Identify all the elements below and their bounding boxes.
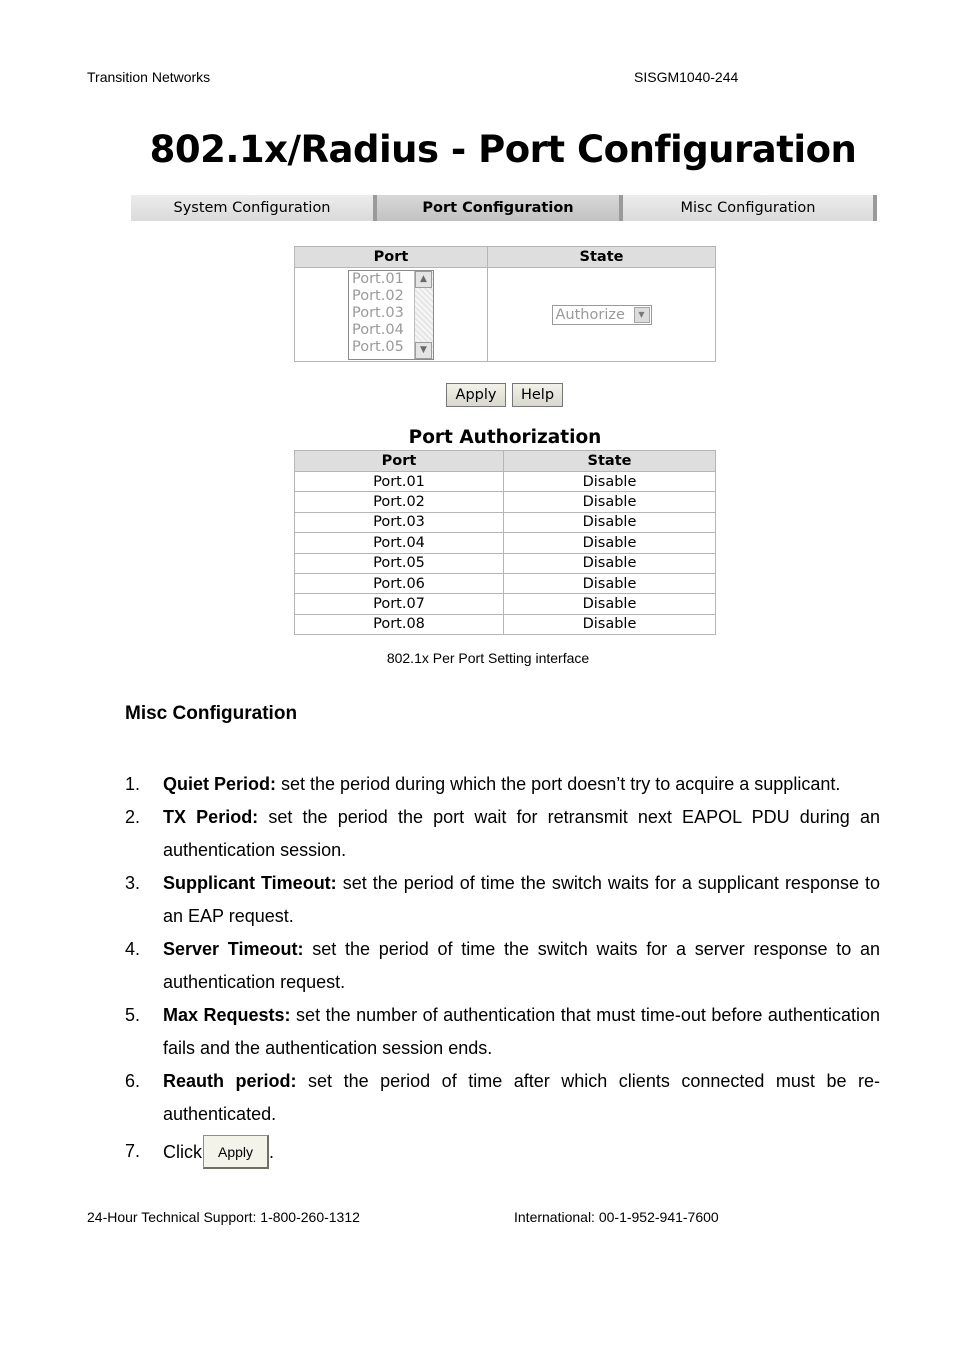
- port-listbox[interactable]: [348, 270, 434, 360]
- state-value-cell: Disable: [504, 614, 716, 634]
- item-term: Quiet Period:: [163, 774, 277, 794]
- item-text: set the period the port wait for retransmit next EAPOL PDU during an authentication session.: [163, 807, 880, 860]
- item-text: set the period during which the port doesn’t try to acquire a supplicant.: [276, 774, 841, 794]
- scroll-up-arrow-icon[interactable]: ▲: [415, 271, 432, 288]
- table-row: [295, 594, 716, 614]
- list-item: [125, 999, 880, 1065]
- screenshot-title: 802.1x/Radius - Port Configuration: [149, 128, 857, 171]
- state-value-cell: Disable: [504, 533, 716, 553]
- port-option[interactable]: Port.04: [352, 321, 404, 338]
- item-number: 4.: [125, 939, 141, 959]
- figure-caption: 802.1x Per Port Setting interface: [386, 650, 590, 666]
- footer-international: International: 00-1-952-941-7600: [514, 1209, 719, 1225]
- port-cell: Port.04: [295, 533, 504, 553]
- item-term: Reauth period:: [163, 1071, 297, 1091]
- tab-system-configuration[interactable]: System Configuration: [131, 195, 377, 221]
- state-value-cell: Disable: [504, 553, 716, 573]
- port-option[interactable]: Port.03: [352, 304, 404, 321]
- port-cell: Port.07: [295, 594, 504, 614]
- footer-support: 24-Hour Technical Support: 1-800-260-1312: [87, 1209, 360, 1225]
- table-row: [295, 553, 716, 573]
- list-item: [125, 867, 880, 933]
- port-config-table: [294, 246, 716, 362]
- list-item: [125, 801, 880, 867]
- header-model: SISGM1040-244: [634, 69, 739, 85]
- port-option[interactable]: Port.02: [352, 287, 404, 304]
- item-number: 5.: [125, 1005, 141, 1025]
- item-text: set the period of time the switch waits for a server response to an authentication request.: [163, 939, 880, 992]
- table-row: [295, 492, 716, 512]
- item-term: TX Period:: [163, 807, 259, 827]
- item-number: 7.: [125, 1141, 141, 1161]
- list-item: [125, 768, 880, 801]
- item-period: .: [269, 1141, 275, 1162]
- state-value-cell: Disable: [504, 472, 716, 492]
- listbox-scrollbar[interactable]: [414, 271, 433, 359]
- state-select-value: Authorize: [555, 306, 625, 323]
- item-number: 1.: [125, 774, 141, 794]
- port-cell: Port.06: [295, 573, 504, 593]
- item-number: 2.: [125, 807, 141, 827]
- auth-state-header: State: [504, 451, 716, 472]
- help-button[interactable]: Help: [512, 383, 563, 407]
- list-item: [125, 1135, 880, 1169]
- item-number: 6.: [125, 1071, 141, 1091]
- port-option[interactable]: Port.01: [352, 270, 404, 287]
- item-text: Click: [163, 1141, 202, 1162]
- port-list-cell: [295, 268, 488, 362]
- item-number: 3.: [125, 873, 141, 893]
- item-text: set the period of time after which clients connected must be re-authenticated.: [163, 1071, 880, 1124]
- tab-misc-configuration[interactable]: Misc Configuration: [623, 195, 877, 221]
- state-value-cell: Disable: [504, 512, 716, 532]
- item-text: set the number of authentication that must time-out before authentication fails and the authentication session ends.: [163, 1005, 880, 1058]
- apply-button-image: Apply: [203, 1135, 269, 1169]
- state-value-cell: Disable: [504, 492, 716, 512]
- table-row: [295, 614, 716, 634]
- chevron-down-icon[interactable]: ▼: [634, 307, 650, 323]
- table-row: [295, 573, 716, 593]
- tab-port-configuration[interactable]: Port Configuration: [377, 195, 623, 221]
- section-title: Misc Configuration: [125, 703, 298, 724]
- item-text: set the period of time the switch waits for a supplicant response to an EAP request.: [163, 873, 881, 926]
- table-row: [295, 533, 716, 553]
- table-row: [295, 472, 716, 492]
- item-term: Server Timeout:: [163, 939, 304, 959]
- item-term: Supplicant Timeout:: [163, 873, 337, 893]
- instruction-list: [125, 768, 880, 1169]
- state-select[interactable]: [552, 305, 652, 325]
- port-cell: Port.08: [295, 614, 504, 634]
- port-authorization-title: Port Authorization: [408, 427, 602, 448]
- header-company: Transition Networks: [87, 69, 211, 85]
- list-item: [125, 933, 880, 999]
- auth-port-header: Port: [295, 451, 504, 472]
- scroll-down-arrow-icon[interactable]: ▼: [415, 342, 432, 359]
- state-value-cell: Disable: [504, 594, 716, 614]
- apply-button[interactable]: Apply: [446, 383, 506, 407]
- table-row: [295, 512, 716, 532]
- state-cell: [488, 268, 716, 362]
- list-item: [125, 1065, 880, 1131]
- port-cell: Port.01: [295, 472, 504, 492]
- state-value-cell: Disable: [504, 573, 716, 593]
- port-cell: Port.05: [295, 553, 504, 573]
- state-column-header: State: [488, 247, 716, 268]
- port-authorization-table: [294, 450, 716, 635]
- item-term: Max Requests:: [163, 1005, 291, 1025]
- port-cell: Port.02: [295, 492, 504, 512]
- tab-bar: [131, 195, 877, 223]
- port-cell: Port.03: [295, 512, 504, 532]
- port-option[interactable]: Port.05: [352, 338, 404, 355]
- port-column-header: Port: [295, 247, 488, 268]
